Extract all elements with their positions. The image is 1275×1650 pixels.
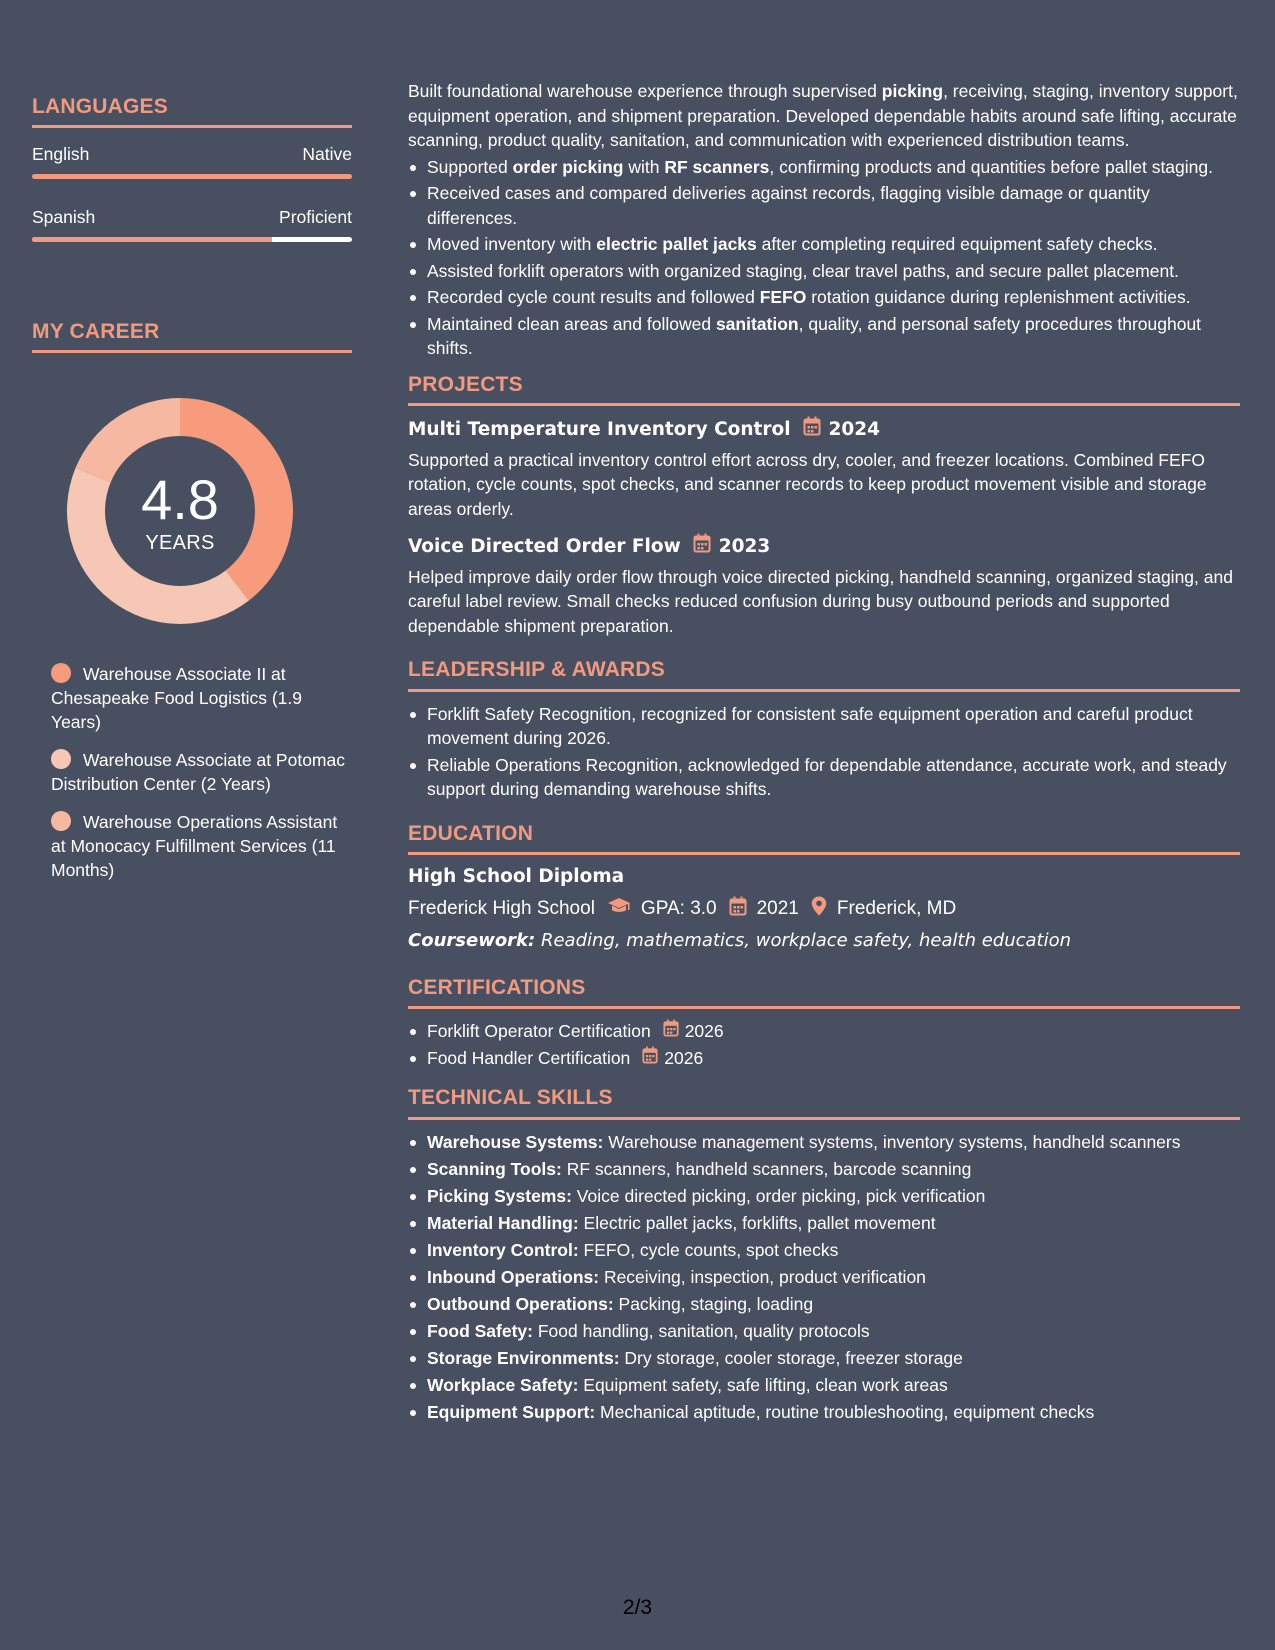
- list-item: Equipment Support: Mechanical aptitude, routine troubleshooting, equipment checks: [408, 1400, 1240, 1425]
- project-year: 2024: [828, 418, 881, 440]
- projects-heading: PROJECTS: [408, 373, 1240, 407]
- list-item: [408, 1046, 1240, 1071]
- education-heading: EDUCATION: [408, 822, 1240, 856]
- education-year: 2021: [756, 898, 799, 919]
- list-item: Supported order picking with RF scanners, confirming products and quantities before pallet staging.: [408, 155, 1240, 180]
- certification-name: Food Handler Certification: [427, 1047, 631, 1068]
- project-item: [408, 416, 1240, 521]
- language-bar: [32, 237, 352, 242]
- list-item: Received cases and compared deliveries against records, flagging visible damage or quantity differences.: [408, 181, 1240, 230]
- language-name: Spanish: [32, 207, 96, 227]
- list-item: Picking Systems: Voice directed picking, order picking, pick verification: [408, 1184, 1240, 1209]
- career-total-years: 4.8: [141, 467, 219, 531]
- certifications-list: [408, 1019, 1240, 1070]
- career-item-text: Warehouse Associate at Potomac Distribution Center (2 Years): [51, 750, 345, 794]
- list-item: Food Safety: Food handling, sanitation, quality protocols: [408, 1319, 1240, 1344]
- certification-year: 2026: [684, 1021, 724, 1041]
- certifications-heading: CERTIFICATIONS: [408, 976, 1240, 1010]
- project-item: [408, 533, 1240, 638]
- list-item: Workplace Safety: Equipment safety, safe lifting, clean work areas: [408, 1373, 1240, 1398]
- education-details: [408, 896, 1240, 924]
- career-item: [51, 810, 351, 882]
- calendar-icon: [663, 1019, 679, 1044]
- list-item: Warehouse Systems: Warehouse management systems, inventory systems, handheld scanners: [408, 1130, 1240, 1155]
- technical-skills-list: [408, 1130, 1240, 1425]
- language-bar: [32, 174, 352, 179]
- list-item: Storage Environments: Dry storage, cooler storage, freezer storage: [408, 1346, 1240, 1371]
- education-school: Frederick High School: [408, 898, 595, 919]
- project-title: Multi Temperature Inventory Control: [408, 418, 791, 440]
- education-degree: High School Diploma: [408, 866, 625, 887]
- calendar-icon: [693, 533, 711, 561]
- language-bar-fill: [32, 174, 352, 179]
- calendar-icon: [803, 416, 821, 444]
- career-list: [51, 662, 351, 882]
- list-item: Recorded cycle count results and followed FEFO rotation guidance during replenishment activities.: [408, 285, 1240, 310]
- career-item-text: Warehouse Operations Assistant at Monocacy Fulfillment Services (11 Months): [51, 812, 338, 880]
- list-item: Maintained clean areas and followed sanitation, quality, and personal safety procedures throughout shifts.: [408, 312, 1240, 361]
- list-item: [408, 1019, 1240, 1044]
- education-coursework: Coursework: Reading, mathematics, workplace safety, health education: [408, 930, 1072, 951]
- experience-summary: Built foundational warehouse experience through supervised picking, receiving, staging, inventory support, equipment operation, and shipment preparation. Developed dependable habits around safe lifting, accurate scanning, product quality, sanitation, and communication with experienced distribution teams.: [408, 81, 1238, 150]
- list-item: Scanning Tools: RF scanners, handheld scanners, barcode scanning: [408, 1157, 1240, 1182]
- leadership-list: [408, 702, 1240, 802]
- career-item-text: Warehouse Associate II at Chesapeake Food Logistics (1.9 Years): [51, 664, 302, 732]
- legend-dot-icon: [51, 811, 71, 831]
- sidebar: [32, 95, 352, 896]
- language-name: English: [32, 144, 90, 164]
- calendar-icon: [642, 1046, 658, 1071]
- language-english: [32, 144, 352, 179]
- career-heading: MY CAREER: [32, 320, 352, 353]
- list-item: Outbound Operations: Packing, staging, loading: [408, 1292, 1240, 1317]
- project-description: Helped improve daily order flow through voice directed picking, handheld scanning, organized staging, and careful label review. Small checks reduced confusion during busy outbound periods and supported dependable shipment preparation.: [408, 566, 1233, 636]
- certification-year: 2026: [664, 1047, 704, 1068]
- list-item: Inventory Control: FEFO, cycle counts, spot checks: [408, 1238, 1240, 1263]
- legend-dot-icon: [51, 749, 71, 769]
- main-content: [408, 79, 1240, 1427]
- technical-skills-heading: TECHNICAL SKILLS: [408, 1086, 1240, 1120]
- list-item: Material Handling: Electric pallet jacks, forklifts, pallet movement: [408, 1211, 1240, 1236]
- language-bar-fill: [32, 237, 272, 242]
- leadership-heading: LEADERSHIP & AWARDS: [408, 658, 1240, 692]
- legend-dot-icon: [51, 663, 71, 683]
- language-level: Proficient: [279, 207, 352, 227]
- language-level: Native: [302, 144, 352, 164]
- project-title: Voice Directed Order Flow: [408, 535, 681, 557]
- graduation-cap-icon: [607, 897, 631, 923]
- career-years-unit: YEARS: [145, 531, 215, 554]
- career-donut-chart: [67, 398, 293, 624]
- list-item: Inbound Operations: Receiving, inspection, product verification: [408, 1265, 1240, 1290]
- list-item: Forklift Safety Recognition, recognized for consistent safe equipment operation and careful product movement during 2026.: [408, 702, 1240, 751]
- list-item: Reliable Operations Recognition, acknowledged for dependable attendance, accurate work, and steady support during demanding warehouse shifts.: [408, 753, 1240, 802]
- project-description: Supported a practical inventory control effort across dry, cooler, and freezer locations. Combined FEFO rotation, cycle counts, spot checks, and scanner records to keep product movement visible and storage areas orderly.: [408, 449, 1207, 519]
- certification-name: Forklift Operator Certification: [427, 1021, 651, 1041]
- education-location: Frederick, MD: [836, 898, 957, 919]
- page-number: 2/3: [622, 1596, 653, 1619]
- experience-bullets: [408, 155, 1240, 361]
- career-item: [51, 662, 351, 734]
- calendar-icon: [729, 896, 747, 924]
- list-item: Moved inventory with electric pallet jacks after completing required equipment safety checks.: [408, 232, 1240, 257]
- languages-heading: LANGUAGES: [32, 95, 352, 128]
- career-item: [51, 748, 351, 796]
- list-item: Assisted forklift operators with organized staging, clear travel paths, and secure pallet placement.: [408, 259, 1240, 284]
- language-spanish: [32, 207, 352, 242]
- location-pin-icon: [811, 896, 827, 924]
- education-gpa: GPA: 3.0: [640, 898, 717, 919]
- project-year: 2023: [718, 535, 771, 557]
